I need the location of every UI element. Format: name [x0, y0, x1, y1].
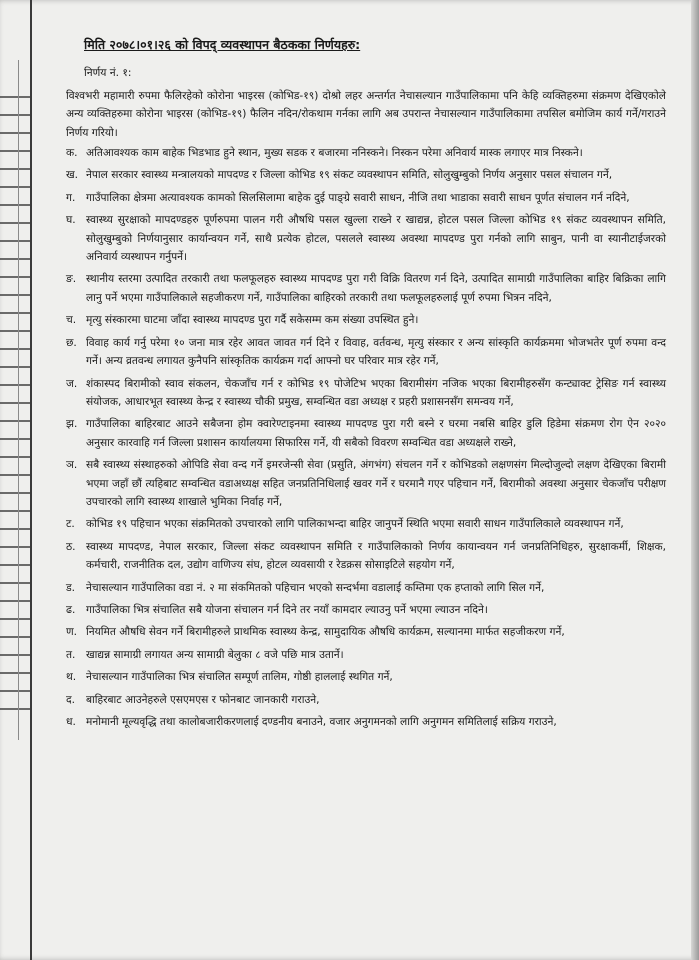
item-text: सबै स्वास्थ्य संस्थाहरुको ओपिडि सेवा वन्द गर्ने इमरजेन्सी सेवा (प्रसुति, अंगभंग) संचलन गर्ने र कोभिडको लक्षणसंग मिल्दोजुल्दो लक्षण देखिएका बिरामी भएमा जहाँ छौं त्यहिबाट सम्वन्धित वडाअध्यक्ष सहित जनप्रतिनिधिलाई खवर गर्ने र घरमानै गएर पहिचान गर्ने, बिरामीको अवस्था अनुसार चेकजाँच परीक्षण उपचारको लागि स्वास्थ्य शाखाले भुमिका निर्वाह गर्ने,: [86, 459, 666, 508]
margin-line: [30, 0, 32, 960]
item-label: त.: [66, 648, 76, 661]
list-item: [66, 189, 666, 207]
list-item: [66, 579, 666, 597]
item-label: ग.: [66, 191, 76, 204]
notebook-rule-lines: [0, 80, 30, 720]
item-text: खाद्यन्न सामाग्री लगायत अन्य सामाग्री बेलुका ८ वजे पछि मात्र उतार्ने।: [86, 648, 344, 661]
item-label: ढ.: [66, 603, 76, 616]
item-text: गाउँपालिका भित्र संचालित सबै योजना संचालन गर्न दिने तर नयाँ कामदार ल्याउनु पर्ने भएमा ल्याउन नदिने।: [86, 603, 488, 616]
item-text: मनोमानी मूल्यवृद्धि तथा कालोबजारीकरणलाई दण्डनीय बनाउने, वजार अनुगमनको लागि अनुगमन समितिलाई सक्रिय गराउने,: [86, 716, 557, 728]
document-title: मिति २०७८।०१।२६ को विपद् व्यवस्थापन बैठकका निर्णयहरु:: [84, 37, 361, 52]
item-label: ज.: [66, 377, 78, 390]
list-item: [66, 668, 666, 686]
item-label: ड.: [66, 581, 76, 594]
item-label: ट.: [66, 518, 75, 531]
item-text: नेचासल्यान गाउँपालिका भित्र संचालित सम्पूर्ण तालिम, गोष्ठी हाललाई स्थगित गर्ने,: [86, 671, 393, 684]
item-text: विवाह कार्य गर्नु परेमा १० जना मात्र रहेर आवत जावत गर्न दिने र विवाह, वर्तवन्ध, मृत्यु संस्कार र अन्य सांस्कृति कार्यक्रममा भोजभतेर पूर्ण रुपमा वन्द गर्ने। अन्य व्रतवन्ध लगायत कुनैपनि सांस्कृतिक कार्यक्रम गर्दा आफ्नो घर परिवार मात्र रहेर गर्ने,: [86, 336, 666, 368]
item-text: स्वास्थ्य मापदण्ड, नेपाल सरकार, जिल्ला संकट व्यवस्थापन समिति र गाउँपालिकाको निर्णय कायान्वयन गर्न जनप्रतिनिधिहरु, सुरक्षाकर्मी, शिक्षक, कर्मचारी, राजनीतिक दल, उद्योग वाणिज्य संघ, होटल व्यवसायी र रेडक्रस सोसाइटिले सहयोग गर्ने,: [86, 540, 666, 572]
item-text: अतिआवश्यक काम बाहेक भिडभाड हुने स्थान, मुख्य सडक र बजारमा ननिस्कने। निस्कन परेमा अनिवार्य मास्क लगाएर मात्र निस्कने।: [86, 147, 583, 160]
item-label: थ.: [66, 671, 77, 684]
list-item: [66, 601, 666, 619]
item-label: द.: [66, 693, 75, 706]
document-body: [66, 36, 666, 735]
item-text: शंकास्पद बिरामीको स्वाव संकलन, चेकजाँच गर्न र कोभिड १९ पोजेटिभ भएका बिरामीसंग नजिक भएका बिरामीहरुसँग कन्ट्याक्ट ट्रेसिङ गर्न स्वास्थ्य संयोजक, आधारभूत स्वास्थ्य केन्द्र र स्वास्थ्य चौकी प्रमुख, सम्वन्धित वडा अध्यक्ष र प्रहरी प्रशासनसँग समन्वय गर्ने,: [86, 377, 666, 408]
list-item: [66, 144, 666, 162]
item-label: घ.: [66, 214, 76, 227]
list-item: [66, 691, 666, 709]
item-label: ञ.: [66, 459, 78, 472]
item-label: छ.: [66, 336, 77, 349]
item-label: ठ.: [66, 540, 76, 553]
list-item: [66, 415, 666, 452]
list-item: [66, 166, 666, 184]
item-text: नेपाल सरकार स्वास्थ्य मन्त्रालयको मापदण्ड र जिल्ला कोभिड १९ संकट व्यवस्थापन समिति, सोलुखुम्बुको निर्णय अनुसार पसल संचालन गर्ने,: [86, 169, 613, 182]
item-text: नेचासल्यान गाउँपालिका वडा नं. २ मा संकमितको पहिचान भएको सन्दर्भमा वडालाई कम्तिमा एक हप्ताको लागि सिल गर्ने,: [86, 581, 545, 594]
list-item: [66, 456, 666, 511]
item-text: नियमित औषधि सेवन गर्ने बिरामीहरुले प्राथमिक स्वास्थ्य केन्द्र, सामुदायिक औषधि कार्यक्रम, सल्यानमा मार्फत सहजीकरण गर्ने,: [86, 626, 565, 639]
item-label: क.: [66, 147, 78, 160]
item-text: स्थानीय स्तरमा उत्पादित तरकारी तथा फलफूलहरु स्वास्थ्य मापदण्ड पुरा गरी विक्रि वितरण गर्न दिने, उत्पादित सामाग्री गाउँपालिका बाहिर बिक्रिका लागि लानु पर्ने भएमा गाउँपालिकाले सहजीकरण गर्ने, गाउँपालिका बाहिरको तरकारी तथा फलफूलहरुलाई पूर्ण रुपमा भित्रन नदिने,: [86, 273, 666, 304]
item-text: बाहिरबाट आउनेहरुले एसएमएस र फोनबाट जानकारी गराउने,: [86, 693, 320, 706]
item-label: ध.: [66, 716, 76, 728]
list-item: [66, 646, 666, 664]
page-edge-shadow: [691, 0, 699, 960]
intro-paragraph: विश्वभरी महामारी रुपमा फैलिरहेको कोरोना भाइरस (कोभिड-१९) दोश्रो लहर अन्तर्गत नेचासल्यान गाउँपालिकामा पनि केहि व्यक्तिहरुमा संक्रमण देखिएकोले अन्य व्यक्तिहरुमा कोरोना भाइरस (कोभिड-१९) फैलिन नदिन/रोकथाम गर्नका लागि अब उपरान्त नेचासल्यान गाउँपालिकामा तपसिल बमोजिम कार्य गर्ने/गराउने निर्णय गरियो।: [66, 89, 666, 139]
item-label: ङ.: [66, 273, 77, 286]
item-label: झ.: [66, 418, 78, 431]
item-label: च.: [66, 314, 77, 327]
item-text: मृत्यु संस्कारमा घाटमा जाँदा स्वास्थ्य मापदण्ड पुरा गर्दै सकेसम्म कम संख्या उपस्थित हुने।: [86, 314, 419, 327]
list-item: [66, 375, 666, 412]
item-text: स्वास्थ्य सुरक्षाको मापदण्डहरु पूर्णरुपमा पालन गरी औषधि पसल खुल्ला राख्ने र खाद्यन्न, होटल पसल जिल्ला कोभिड १९ संकट व्यवस्थापन समिति, सोलुखुम्बुको निर्णयानुसार कार्यान्वयन गर्ने, साथै प्रत्येक होटल, पसलले स्वास्थ्य अवस्था मापदण्ड पुरा गर्नको लागि साबुन, पानी वा स्यानीटाईजरको अनिवार्य व्यस्थापन गर्नुपर्ने।: [86, 214, 666, 264]
item-text: गाउँपालिका क्षेत्रमा अत्यावश्यक कामको सिलसिलामा बाहेक दुई पाङ्ग्रे सवारी साधन, नीजि तथा भाडाका सवारी साधन पूर्णत संचालन गर्न नदिने,: [86, 191, 630, 204]
list-item: [66, 538, 666, 575]
decision-label: निर्णय नं. १:: [84, 67, 132, 80]
list-item: [66, 623, 666, 641]
item-text: गाउँपालिका बाहिरबाट आउने सबैजना होम क्वारेण्टाइनमा स्वास्थ्य मापदण्ड पुरा गरी बस्ने र घरमा नबसि बाहिर डुलि हिडेमा संक्रमण रोग ऐन २०२० अनुसार कारवाहि गर्न जिल्ला प्रशासन कार्यालयमा सिफारिस गर्ने, यी सबैको विवरण सम्वन्धित वडा अध्यक्षले राख्ने,: [86, 418, 666, 449]
list-item: [66, 211, 666, 266]
list-item: [66, 713, 666, 731]
list-item: [66, 334, 666, 371]
item-text: कोभिड १९ पहिचान भएका संक्रमितको उपचारको लागि पालिकाभन्दा बाहिर जानुपर्ने स्थिति भएमा सवारी साधन गाउँपालिकाले व्यवस्थापन गर्ने,: [86, 518, 624, 531]
list-item: [66, 515, 666, 533]
item-label: ख.: [66, 169, 79, 182]
item-label: ण.: [66, 626, 78, 639]
list-item: [66, 270, 666, 307]
margin-line-inner: [18, 60, 19, 740]
list-item: [66, 311, 666, 329]
